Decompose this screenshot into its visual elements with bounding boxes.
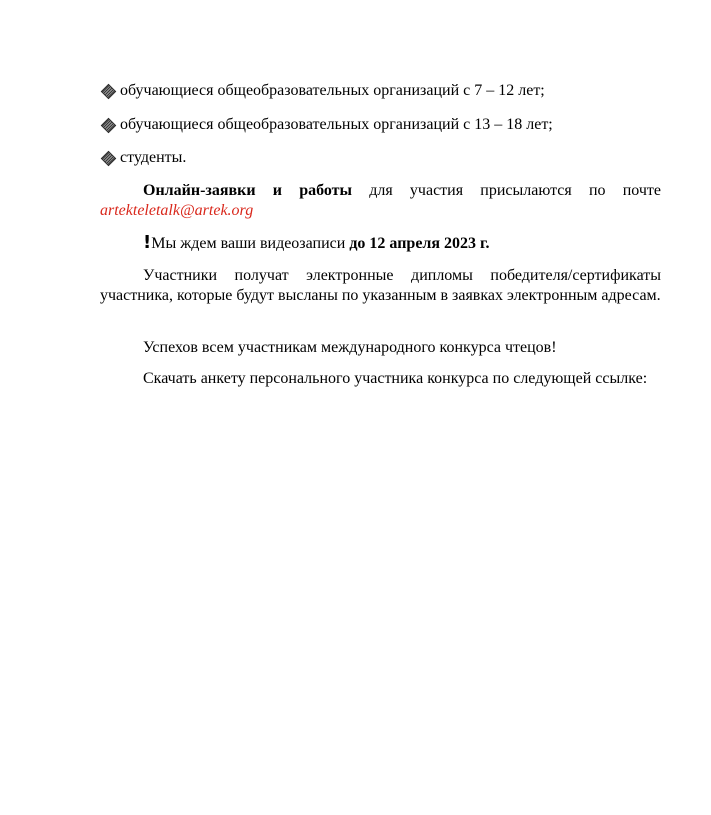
diplomas-paragraph: Участники получат электронные дипломы победителя/сертификаты участника, которые будут высланы по указанным в заявках электронным адресам. [100,267,661,304]
bullet-item-age-7-12 [100,81,545,101]
diamond-bullet-icon [101,117,117,133]
deadline-paragraph [100,233,661,254]
diamond-bullet-icon [101,150,117,166]
applications-bold-text: Онлайн-заявки и работы [143,182,353,199]
document-page [100,0,661,815]
exclamation-mark: ! [143,232,152,253]
diamond-bullet-icon [101,83,117,99]
wishes-paragraph: Успехов всем участникам международного конкурса чтецов! [143,339,557,356]
bullet-item-students [100,148,186,168]
applications-text: для участия присылаются по почте [352,182,661,199]
bullet-text: студенты. [120,149,187,166]
download-paragraph: Скачать анкету персонального участника конкурса по следующей ссылке: [143,370,648,387]
bullet-item-age-13-18 [100,115,553,135]
deadline-text: Мы ждем ваши видеозаписи [151,235,350,252]
deadline-date: до 12 апреля 2023 г. [349,235,490,252]
applications-paragraph [100,181,661,221]
bullet-text: обучающиеся общеобразовательных организаций с 13 – 18 лет; [120,116,553,133]
bullet-text: обучающиеся общеобразовательных организаций с 7 – 12 лет; [120,82,545,99]
email-link[interactable]: artekteletalk@artek.org [100,202,254,219]
